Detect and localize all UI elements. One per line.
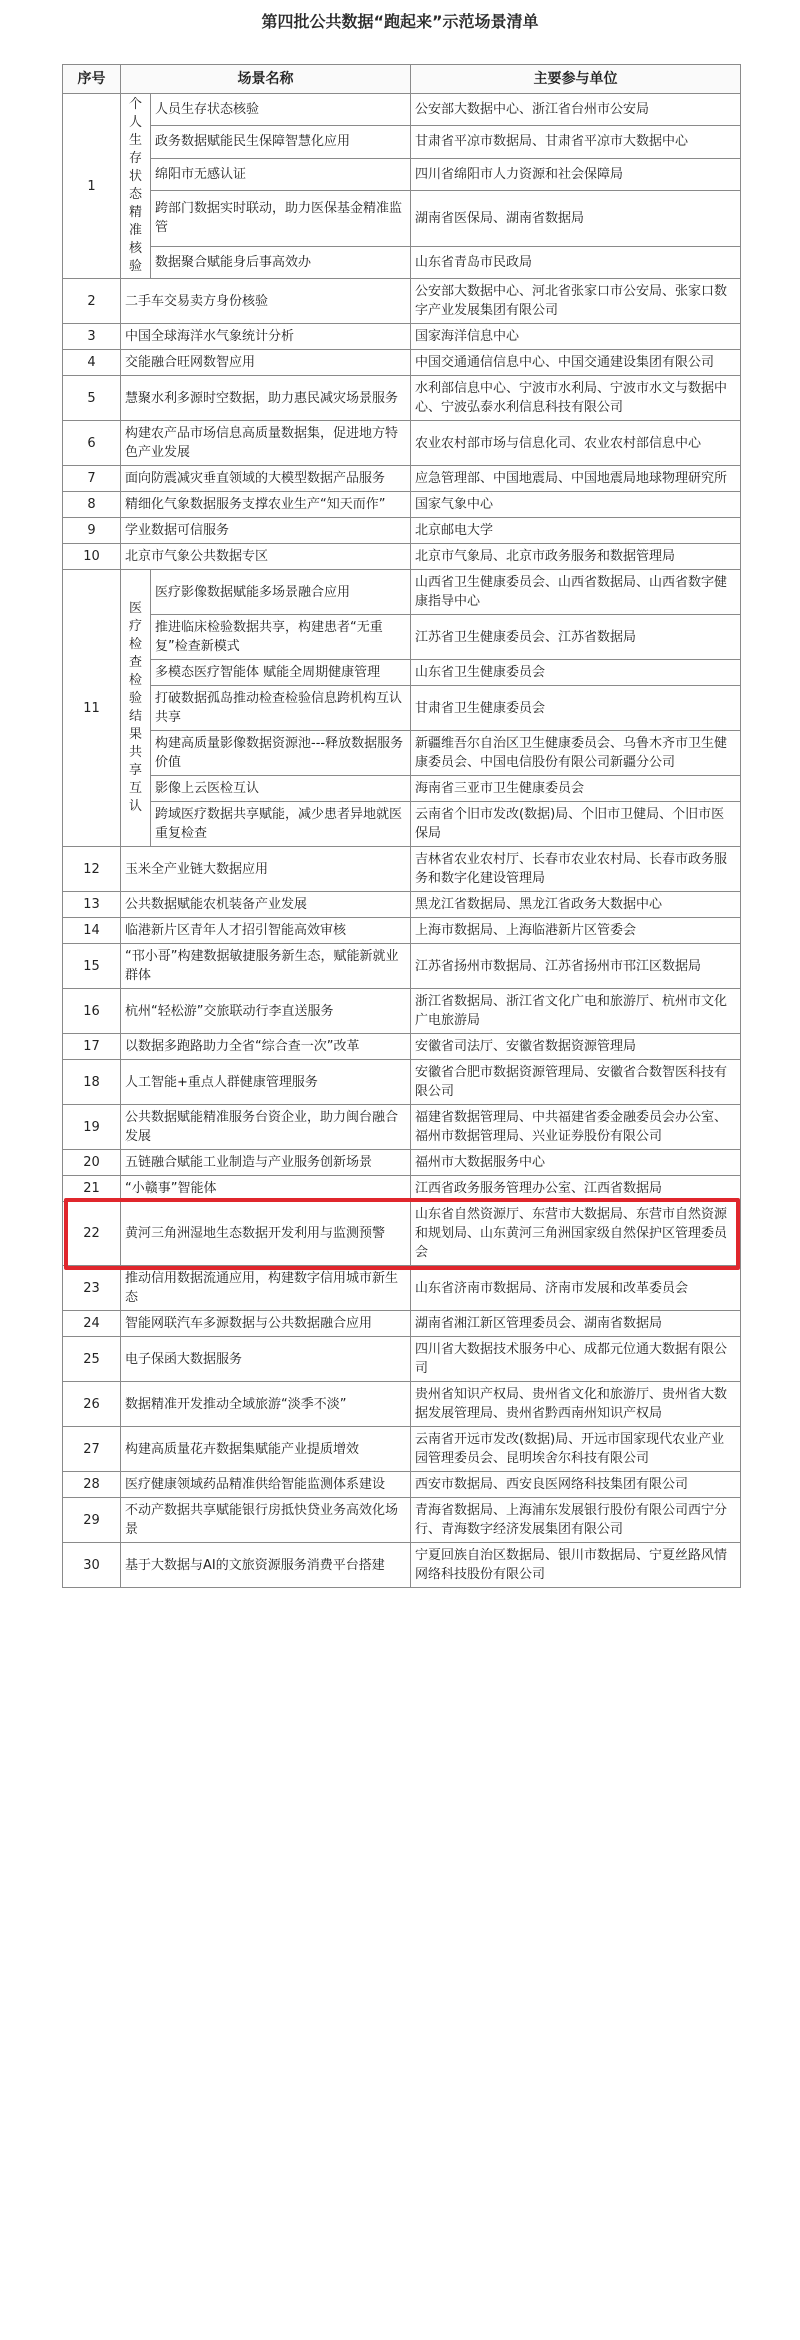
- table-row: [63, 1150, 741, 1176]
- scene-name: 面向防震减灾垂直领域的大模型数据产品服务: [121, 466, 411, 492]
- table-row: [63, 1311, 741, 1337]
- participating-units: 云南省个旧市发改(数据)局、个旧市卫健局、个旧市医保局: [411, 802, 741, 847]
- scene-name: 构建高质量影像数据资源池---释放数据服务价值: [151, 731, 411, 776]
- table-row: [63, 324, 741, 350]
- participating-units: 甘肃省平凉市数据局、甘肃省平凉市大数据中心: [411, 126, 741, 158]
- row-number: 13: [63, 892, 121, 918]
- row-number: 21: [63, 1176, 121, 1202]
- table-row: [63, 660, 741, 686]
- scene-name: 临港新片区青年人才招引智能高效审核: [121, 918, 411, 944]
- scene-name: 以数据多跑路助力全省“综合查一次”改革: [121, 1034, 411, 1060]
- scene-name: “邗小哥”构建数据敏捷服务新生态，赋能新就业群体: [121, 944, 411, 989]
- participating-units: 公安部大数据中心、浙江省台州市公安局: [411, 94, 741, 126]
- scene-name: 交能融合旺网数智应用: [121, 350, 411, 376]
- participating-units: 国家海洋信息中心: [411, 324, 741, 350]
- participating-units: 安徽省司法厅、安徽省数据资源管理局: [411, 1034, 741, 1060]
- scene-name: 杭州“轻松游”交旅联动行李直送服务: [121, 989, 411, 1034]
- row-number: 9: [63, 518, 121, 544]
- table-row: [63, 1060, 741, 1105]
- scene-name: 北京市气象公共数据专区: [121, 544, 411, 570]
- table-row: [63, 1105, 741, 1150]
- participating-units: 山东省济南市数据局、济南市发展和改革委员会: [411, 1266, 741, 1311]
- scene-name: 打破数据孤岛推动检查检验信息跨机构互认共享: [151, 686, 411, 731]
- table-row: [63, 1266, 741, 1311]
- row-number: 12: [63, 847, 121, 892]
- page-title: 第四批公共数据“跑起来”示范场景清单: [261, 12, 539, 31]
- header-num: 序号: [63, 65, 121, 94]
- row-number: 2: [63, 279, 121, 324]
- scene-name: 学业数据可信服务: [121, 518, 411, 544]
- header-unit: 主要参与单位: [411, 65, 741, 94]
- table-row: [63, 686, 741, 731]
- row-number: 27: [63, 1427, 121, 1472]
- participating-units: 上海市数据局、上海临港新片区管委会: [411, 918, 741, 944]
- row-number: 14: [63, 918, 121, 944]
- participating-units: 海南省三亚市卫生健康委员会: [411, 776, 741, 802]
- participating-units: 江西省政务服务管理办公室、江西省数据局: [411, 1176, 741, 1202]
- row-number: 29: [63, 1498, 121, 1543]
- row-number: 24: [63, 1311, 121, 1337]
- scene-name: 跨域医疗数据共享赋能，减少患者异地就医重复检查: [151, 802, 411, 847]
- table-body: [63, 94, 741, 1588]
- scene-name: 精细化气象数据服务支撑农业生产“知天而作”: [121, 492, 411, 518]
- table-row: [63, 892, 741, 918]
- participating-units: 吉林省农业农村厅、长春市农业农村局、长春市政务服务和数字化建设管理局: [411, 847, 741, 892]
- row-number: 5: [63, 376, 121, 421]
- table-row: [63, 544, 741, 570]
- group-category: 个人生存状态精准核验: [121, 94, 151, 279]
- scene-name: 基于大数据与AI的文旅资源服务消费平台搭建: [121, 1543, 411, 1588]
- header-name: 场景名称: [121, 65, 411, 94]
- row-number: 22: [63, 1202, 121, 1266]
- participating-units: 宁夏回族自治区数据局、银川市数据局、宁夏丝路风情网络科技股份有限公司: [411, 1543, 741, 1588]
- participating-units: 北京邮电大学: [411, 518, 741, 544]
- participating-units: 福建省数据管理局、中共福建省委金融委员会办公室、福州市数据管理局、兴业证券股份有限公司: [411, 1105, 741, 1150]
- scene-name: 公共数据赋能精准服务台资企业，助力闽台融合发展: [121, 1105, 411, 1150]
- table-row: [63, 615, 741, 660]
- scene-name: 玉米全产业链大数据应用: [121, 847, 411, 892]
- scene-name: 构建农产品市场信息高质量数据集，促进地方特色产业发展: [121, 421, 411, 466]
- table-row: [63, 1202, 741, 1266]
- scene-name: 二手车交易卖方身份核验: [121, 279, 411, 324]
- scene-name: 绵阳市无感认证: [151, 158, 411, 190]
- participating-units: 国家气象中心: [411, 492, 741, 518]
- table-row: [63, 421, 741, 466]
- row-number: 23: [63, 1266, 121, 1311]
- scene-name: 智能网联汽车多源数据与公共数据融合应用: [121, 1311, 411, 1337]
- scene-name: 慧聚水利多源时空数据，助力惠民减灾场景服务: [121, 376, 411, 421]
- scene-name: 政务数据赋能民生保障智慧化应用: [151, 126, 411, 158]
- table-row: [63, 989, 741, 1034]
- table-row: [63, 518, 741, 544]
- participating-units: 应急管理部、中国地震局、中国地震局地球物理研究所: [411, 466, 741, 492]
- scene-name: “小赣事”智能体: [121, 1176, 411, 1202]
- table-row: [63, 776, 741, 802]
- row-number: 7: [63, 466, 121, 492]
- scene-name: 医疗健康领域药品精准供给智能监测体系建设: [121, 1472, 411, 1498]
- row-number: 19: [63, 1105, 121, 1150]
- row-number: 15: [63, 944, 121, 989]
- scene-name: 五链融合赋能工业制造与产业服务创新场景: [121, 1150, 411, 1176]
- participating-units: 福州市大数据服务中心: [411, 1150, 741, 1176]
- table-row: [63, 1034, 741, 1060]
- table-row: [63, 847, 741, 892]
- participating-units: 浙江省数据局、浙江省文化广电和旅游厅、杭州市文化广电旅游局: [411, 989, 741, 1034]
- table-row: [63, 190, 741, 246]
- scene-name: 中国全球海洋水气象统计分析: [121, 324, 411, 350]
- row-number: 8: [63, 492, 121, 518]
- row-number: 10: [63, 544, 121, 570]
- scene-name: 数据聚合赋能身后事高效办: [151, 246, 411, 278]
- row-number: 30: [63, 1543, 121, 1588]
- scene-name: 影像上云医检互认: [151, 776, 411, 802]
- row-number: 4: [63, 350, 121, 376]
- table-row: [63, 731, 741, 776]
- table-row: [63, 1498, 741, 1543]
- table-row: [63, 158, 741, 190]
- participating-units: 水利部信息中心、宁波市水利局、宁波市水文与数据中心、宁波弘泰水利信息科技有限公司: [411, 376, 741, 421]
- participating-units: 湖南省湘江新区管理委员会、湖南省数据局: [411, 1311, 741, 1337]
- scene-name: 人员生存状态核验: [151, 94, 411, 126]
- participating-units: 山东省卫生健康委员会: [411, 660, 741, 686]
- table-row: [63, 94, 741, 126]
- scene-name: 医疗影像数据赋能多场景融合应用: [151, 570, 411, 615]
- table-header-row: [63, 65, 741, 94]
- row-number: 17: [63, 1034, 121, 1060]
- participating-units: 山东省青岛市民政局: [411, 246, 741, 278]
- scene-name: 公共数据赋能农机装备产业发展: [121, 892, 411, 918]
- participating-units: 江苏省卫生健康委员会、江苏省数据局: [411, 615, 741, 660]
- scene-name: 推动信用数据流通应用，构建数字信用城市新生态: [121, 1266, 411, 1311]
- row-number: 3: [63, 324, 121, 350]
- table-row: [63, 570, 741, 615]
- table-row: [63, 492, 741, 518]
- scene-name: 人工智能+重点人群健康管理服务: [121, 1060, 411, 1105]
- participating-units: 西安市数据局、西安良医网络科技集团有限公司: [411, 1472, 741, 1498]
- row-number: 6: [63, 421, 121, 466]
- group-category: 医疗检查检验结果共享互认: [121, 570, 151, 847]
- table-row: [63, 918, 741, 944]
- participating-units: 云南省开远市发改(数据)局、开远市国家现代农业产业园管理委员会、昆明埃舍尔科技有限公司: [411, 1427, 741, 1472]
- scene-name: 构建高质量花卉数据集赋能产业提质增效: [121, 1427, 411, 1472]
- scene-name: 电子保函大数据服务: [121, 1337, 411, 1382]
- participating-units: 山西省卫生健康委员会、山西省数据局、山西省数字健康指导中心: [411, 570, 741, 615]
- participating-units: 湖南省医保局、湖南省数据局: [411, 190, 741, 246]
- participating-units: 公安部大数据中心、河北省张家口市公安局、张家口数字产业发展集团有限公司: [411, 279, 741, 324]
- table-row: [63, 279, 741, 324]
- participating-units: 青海省数据局、上海浦东发展银行股份有限公司西宁分行、青海数字经济发展集团有限公司: [411, 1498, 741, 1543]
- row-number: 26: [63, 1382, 121, 1427]
- participating-units: 北京市气象局、北京市政务服务和数据管理局: [411, 544, 741, 570]
- participating-units: 黑龙江省数据局、黑龙江省政务大数据中心: [411, 892, 741, 918]
- table-row: [63, 1337, 741, 1382]
- participating-units: 甘肃省卫生健康委员会: [411, 686, 741, 731]
- participating-units: 安徽省合肥市数据资源管理局、安徽省合数智医科技有限公司: [411, 1060, 741, 1105]
- table-row: [63, 126, 741, 158]
- row-number: 11: [63, 570, 121, 847]
- scene-name: 推进临床检验数据共享，构建患者“无重复”检查新模式: [151, 615, 411, 660]
- row-number: 16: [63, 989, 121, 1034]
- scene-name: 黄河三角洲湿地生态数据开发利用与监测预警: [121, 1202, 411, 1266]
- table-row: [63, 466, 741, 492]
- table-row: [63, 1472, 741, 1498]
- table-row: [63, 376, 741, 421]
- participating-units: 四川省大数据技术服务中心、成都元位通大数据有限公司: [411, 1337, 741, 1382]
- scene-name: 数据精准开发推动全域旅游“淡季不淡”: [121, 1382, 411, 1427]
- participating-units: 四川省绵阳市人力资源和社会保障局: [411, 158, 741, 190]
- table-row: [63, 1176, 741, 1202]
- scene-name: 不动产数据共享赋能银行房抵快贷业务高效化场景: [121, 1498, 411, 1543]
- table-row: [63, 1427, 741, 1472]
- table-row: [63, 350, 741, 376]
- scene-name: 多模态医疗智能体 赋能全周期健康管理: [151, 660, 411, 686]
- participating-units: 山东省自然资源厅、东营市大数据局、东营市自然资源和规划局、山东黄河三角洲国家级自然保护区管理委员会: [411, 1202, 741, 1266]
- participating-units: 贵州省知识产权局、贵州省文化和旅游厅、贵州省大数据发展管理局、贵州省黔西南州知识产权局: [411, 1382, 741, 1427]
- participating-units: 新疆维吾尔自治区卫生健康委员会、乌鲁木齐市卫生健康委员会、中国电信股份有限公司新疆分公司: [411, 731, 741, 776]
- participating-units: 江苏省扬州市数据局、江苏省扬州市邗江区数据局: [411, 944, 741, 989]
- row-number: 25: [63, 1337, 121, 1382]
- row-number: 18: [63, 1060, 121, 1105]
- scene-table: [62, 64, 741, 1588]
- scene-name: 跨部门数据实时联动，助力医保基金精准监管: [151, 190, 411, 246]
- row-number: 20: [63, 1150, 121, 1176]
- table-row: [63, 246, 741, 278]
- table-row: [63, 944, 741, 989]
- table-row: [63, 802, 741, 847]
- table-row: [63, 1382, 741, 1427]
- row-number: 1: [63, 94, 121, 279]
- row-number: 28: [63, 1472, 121, 1498]
- table-row: [63, 1543, 741, 1588]
- participating-units: 农业农村部市场与信息化司、农业农村部信息中心: [411, 421, 741, 466]
- participating-units: 中国交通通信信息中心、中国交通建设集团有限公司: [411, 350, 741, 376]
